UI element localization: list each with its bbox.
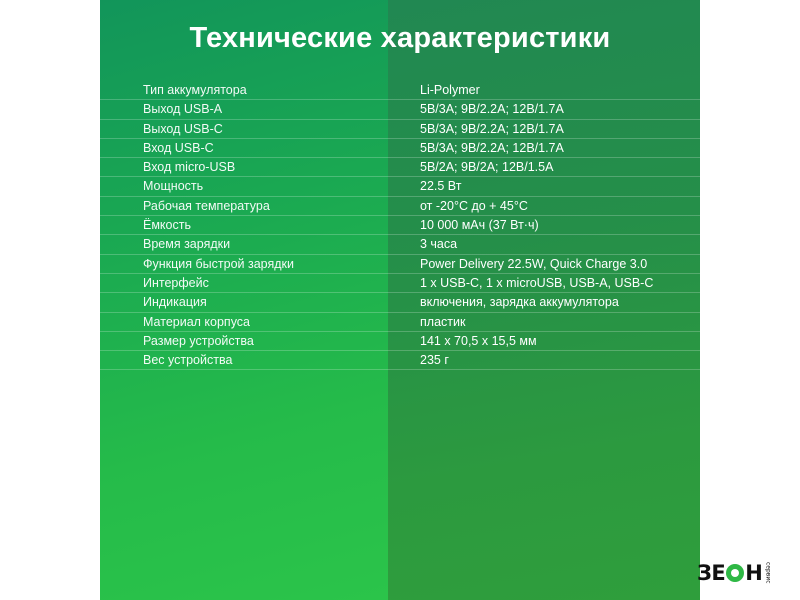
spec-row	[100, 158, 700, 177]
spec-label: Материал корпуса	[143, 314, 251, 329]
specs-table	[100, 81, 700, 370]
spec-row	[100, 120, 700, 139]
spec-label: Выход USB-C	[143, 121, 223, 136]
spec-value: 5В/3А; 9В/2.2А; 12В/1.7А	[420, 102, 564, 117]
spec-row	[100, 293, 700, 312]
spec-row	[100, 255, 700, 274]
spec-row	[100, 351, 700, 370]
specs-panel	[100, 0, 700, 600]
spec-value: 141 х 70,5 х 15,5 мм	[420, 333, 537, 348]
spec-label: Функция быстрой зарядки	[143, 256, 294, 271]
spec-value: 1 x USB-C, 1 x microUSB, USB-A, USB-C	[420, 275, 654, 290]
spec-value: 235 г	[420, 353, 449, 368]
spec-value: 22.5 Вт	[420, 179, 462, 194]
spec-label: Выход USB-A	[143, 102, 223, 117]
logo-text-left: ЗЕ	[697, 561, 726, 585]
spec-value: 5В/2А; 9В/2А; 12В/1.5А	[420, 160, 554, 175]
spec-row	[100, 177, 700, 196]
spec-label: Вход USB-C	[143, 140, 214, 155]
spec-value: Li-Polymer	[420, 83, 480, 97]
spec-row	[100, 332, 700, 351]
spec-value: от -20°С до + 45°С	[420, 198, 528, 213]
logo-text-right: Н	[745, 561, 763, 585]
spec-row	[100, 274, 700, 293]
spec-label: Размер устройства	[143, 333, 254, 348]
spec-row	[100, 216, 700, 235]
spec-row	[100, 197, 700, 216]
spec-value: Power Delivery 22.5W, Quick Charge 3.0	[420, 256, 648, 271]
logo-circle-icon	[726, 564, 744, 582]
spec-row	[100, 81, 700, 100]
spec-row	[100, 313, 700, 332]
logo-small-text: сервис	[764, 562, 772, 584]
spec-label: Вес устройства	[143, 353, 233, 368]
spec-label: Тип аккумулятора	[143, 83, 247, 97]
spec-label: Вход micro-USB	[143, 160, 236, 175]
spec-label: Мощность	[143, 179, 204, 194]
spec-row	[100, 139, 700, 158]
spec-value: 10 000 мАч (37 Вт·ч)	[420, 218, 539, 233]
spec-label: Ёмкость	[143, 218, 191, 233]
spec-label: Интерфейс	[143, 275, 209, 290]
spec-label: Время зарядки	[143, 237, 231, 252]
spec-label: Индикация	[143, 295, 207, 310]
spec-value: 3 часа	[420, 237, 458, 252]
spec-row	[100, 235, 700, 254]
spec-label: Рабочая температура	[143, 198, 270, 213]
spec-value: 5В/3А; 9В/2.2А; 12В/1.7А	[420, 140, 564, 155]
brand-logo	[697, 561, 771, 585]
spec-row	[100, 100, 700, 119]
spec-value: включения, зарядка аккумулятора	[420, 295, 619, 310]
spec-value: пластик	[420, 314, 466, 329]
page-title: Технические характеристики	[189, 22, 611, 54]
spec-value: 5В/3А; 9В/2.2А; 12В/1.7А	[420, 121, 564, 136]
